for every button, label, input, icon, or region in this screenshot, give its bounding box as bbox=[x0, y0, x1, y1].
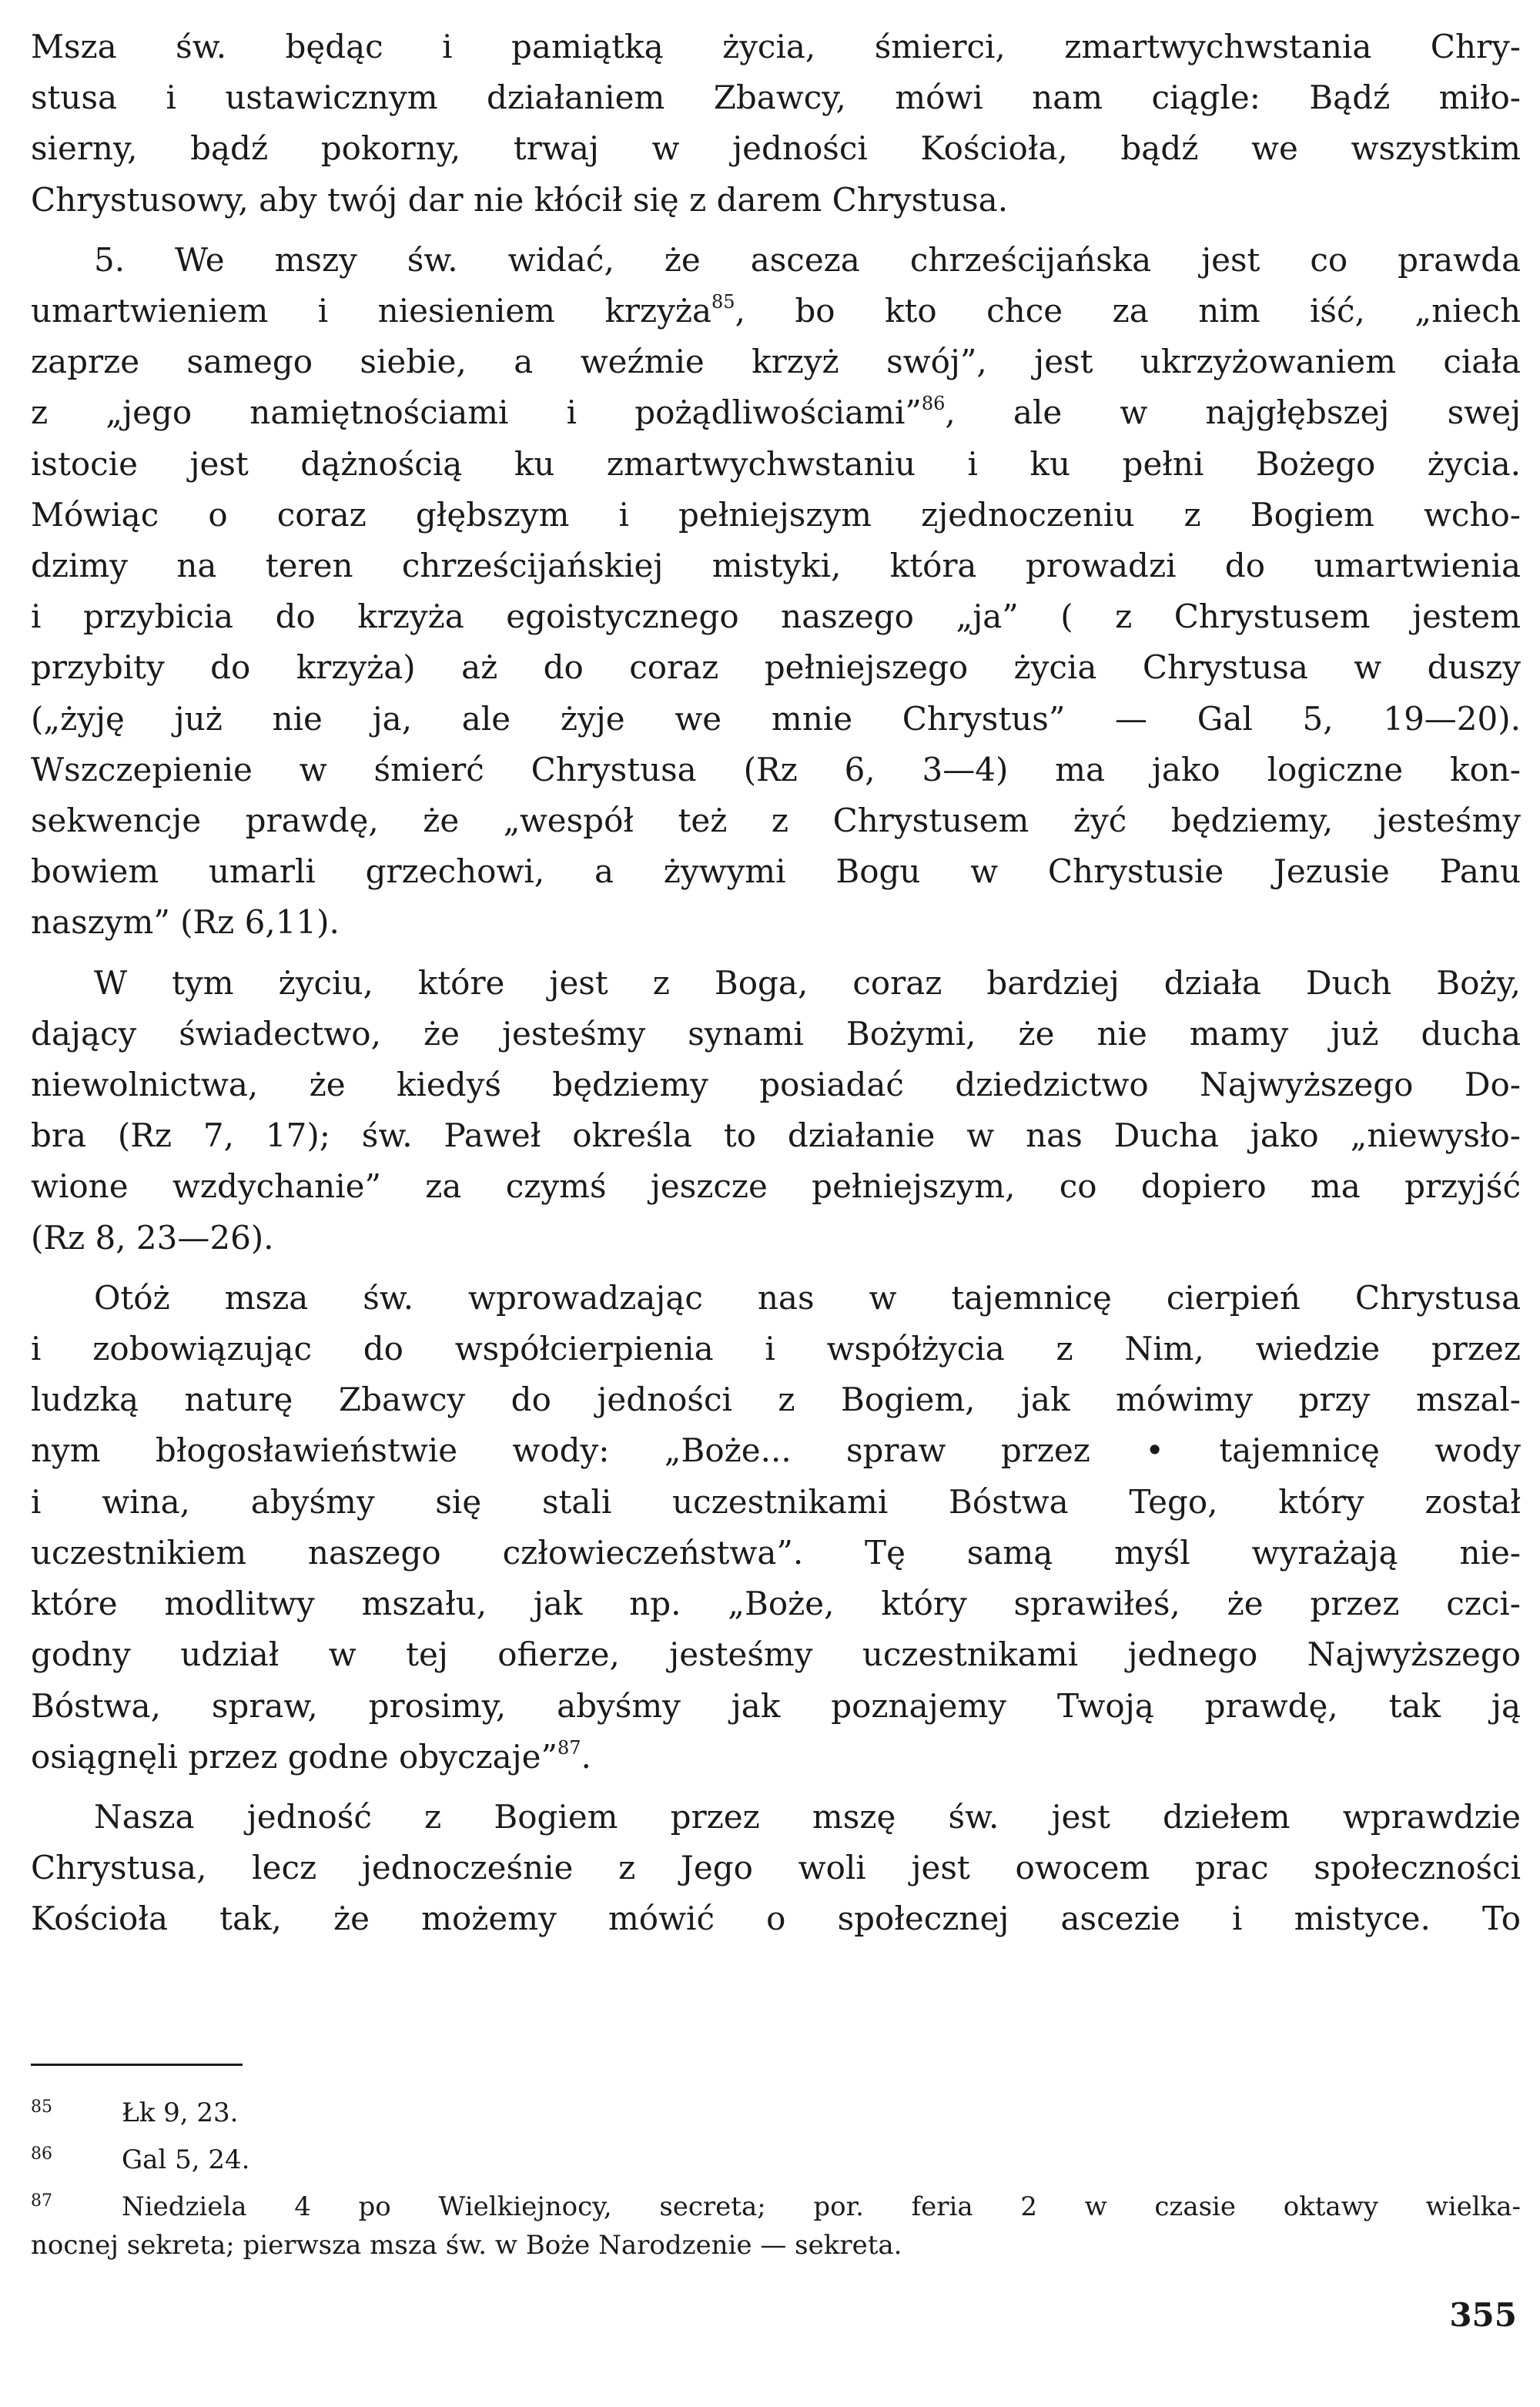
footnote-line bbox=[31, 2226, 1521, 2265]
text-segment: osiągnęli przez godne obyczaje” bbox=[31, 1737, 557, 1776]
text-line: i przybicia do krzyża egoistycznego naszego „ja” ( z Chrystusem jestem bbox=[31, 598, 1521, 636]
footnote-line bbox=[31, 2088, 1521, 2132]
text-line: (Rz 8, 23—26). bbox=[31, 1218, 274, 1257]
page-number: 355 bbox=[1449, 2296, 1517, 2334]
text-line: Kościoła tak, że możemy mówić o społecznej ascezie i mistyce. To bbox=[31, 1900, 1521, 1938]
text-line: Mówiąc o coraz głębszym i pełniejszym zjednoczeniu z Bogiem wcho- bbox=[31, 495, 1521, 534]
paragraph bbox=[31, 22, 1521, 226]
text-line: Nasza jedność z Bogiem przez mszę św. jest dziełem wprawdzie bbox=[94, 1797, 1521, 1836]
text-segment: , ale w najgłębszej swej bbox=[945, 393, 1521, 432]
text-line: naszym” (Rz 6,11). bbox=[31, 903, 340, 942]
text-line: ludzką naturę Zbawcy do jedności z Bogiem, jak mówimy przy mszal- bbox=[31, 1381, 1521, 1419]
footnote bbox=[31, 2088, 1521, 2132]
text-line: Chrystusowy, aby twój dar nie kłócił się z darem Chrystusa. bbox=[31, 180, 1009, 219]
text-line: i zobowiązując do współcierpienia i współżycia z Nim, wiedzie przez bbox=[31, 1330, 1521, 1368]
footnote-reference: 87 bbox=[557, 1736, 581, 1759]
footnote-number: 87 bbox=[31, 2191, 52, 2211]
paragraph bbox=[31, 235, 1521, 949]
footnotes bbox=[31, 2088, 1521, 2268]
paragraph bbox=[31, 958, 1521, 1264]
text-line: („żyję już nie ja, ale żyje we mnie Chrystus” — Gal 5, 19—20). bbox=[31, 699, 1521, 738]
text-line: i wina, abyśmy się stali uczestnikami Bóstwa Tego, który został bbox=[31, 1482, 1521, 1521]
text-segment: umartwieniem i niesieniem krzyża bbox=[31, 292, 712, 330]
text-line: wione wzdychanie” za czymś jeszcze pełniejszym, co dopiero ma przyjść bbox=[31, 1167, 1521, 1206]
text-line: Otóż msza św. wprowadzając nas w tajemnicę cierpień Chrystusa bbox=[94, 1278, 1521, 1317]
text-line: niewolnictwa, że kiedyś będziemy posiadać dziedzictwo Najwyższego Do- bbox=[31, 1066, 1521, 1104]
footnote bbox=[31, 2182, 1521, 2265]
text-line: bra (Rz 7, 17); św. Paweł określa to działanie w nas Ducha jako „niewysło- bbox=[31, 1116, 1521, 1155]
footnote-number: 85 bbox=[31, 2097, 52, 2117]
text-segment: z „jego namiętnościami i pożądliwościami” bbox=[31, 393, 922, 432]
text-line: stusa i ustawicznym działaniem Zbawcy, mówi nam ciągle: Bądź miło- bbox=[31, 79, 1521, 117]
text-line: przybity do krzyża) aż do coraz pełniejszego życia Chrystusa w duszy bbox=[31, 648, 1521, 687]
text-line: dający świadectwo, że jesteśmy synami Bożymi, że nie mamy już ducha bbox=[31, 1014, 1521, 1053]
footnote-number: 86 bbox=[31, 2144, 52, 2164]
paragraph bbox=[31, 1273, 1521, 1783]
text-line: Wszczepienie w śmierć Chrystusa (Rz 6, 3—4) ma jako logiczne kon- bbox=[31, 750, 1521, 788]
text-line: istocie jest dążnością ku zmartwychwstaniu i ku pełni Bożego życia. bbox=[31, 444, 1521, 483]
footnote-text: Gal 5, 24. bbox=[122, 2144, 250, 2175]
footnote-line bbox=[31, 2182, 1521, 2226]
text-line: dzimy na teren chrześcijańskiej mistyki, która prowadzi do umartwienia bbox=[31, 547, 1521, 585]
text-line: nym błogosławieństwie wody: „Boże... spraw przez • tajemnicę wody bbox=[31, 1431, 1521, 1470]
text-segment: . bbox=[581, 1737, 591, 1776]
text-line: Bóstwa, spraw, prosimy, abyśmy jak poznajemy Twoją prawdę, tak ją bbox=[31, 1686, 1521, 1725]
footnote-line bbox=[31, 2135, 1521, 2179]
text-line: 5. We mszy św. widać, że asceza chrześcijańska jest co prawda bbox=[94, 240, 1521, 279]
footnote-separator bbox=[31, 2064, 243, 2066]
text-line: sekwencje prawdę, że „wespół też z Chrystusem żyć będziemy, jesteśmy bbox=[31, 802, 1521, 840]
text-line: W tym życiu, które jest z Boga, coraz bardziej działa Duch Boży, bbox=[94, 963, 1521, 1002]
main-text bbox=[31, 22, 1521, 1945]
text-line: zaprze samego siebie, a weźmie krzyż swój”, jest ukrzyżowaniem ciała bbox=[31, 343, 1521, 381]
footnote-reference: 86 bbox=[921, 393, 946, 415]
text-line: sierny, bądź pokorny, trwaj w jedności Kościoła, bądź we wszystkim bbox=[31, 129, 1521, 168]
text-line: które modlitwy mszału, jak np. „Boże, który sprawiłeś, że przez czci- bbox=[31, 1585, 1521, 1623]
text-line: bowiem umarli grzechowi, a żywymi Bogu w Chrystusie Jezusie Panu bbox=[31, 852, 1521, 891]
footnote bbox=[31, 2135, 1521, 2179]
paragraph bbox=[31, 1792, 1521, 1945]
text-segment: , bo kto chce za nim iść, „niech bbox=[735, 292, 1521, 330]
text-line bbox=[31, 387, 1521, 438]
text-line: uczestnikiem naszego człowieczeństwa”. Tę samą myśl wyrażają nie- bbox=[31, 1533, 1521, 1572]
text-line: Msza św. będąc i pamiątką życia, śmierci, zmartwychwstania Chry- bbox=[31, 28, 1521, 65]
footnote-text: Łk 9, 23. bbox=[122, 2097, 239, 2128]
text-line bbox=[31, 1732, 1521, 1783]
footnote-text: Niedziela 4 po Wielkiejnocy, secreta; por. feria 2 w czasie oktawy wielka- bbox=[122, 2191, 1521, 2222]
footnote-text: nocnej sekreta; pierwsza msza św. w Boże Narodzenie — sekreta. bbox=[31, 2230, 902, 2261]
text-line: godny udział w tej ofierze, jesteśmy uczestnikami jednego Najwyższego bbox=[31, 1635, 1521, 1674]
text-line bbox=[31, 286, 1521, 336]
footnote-reference: 85 bbox=[711, 291, 735, 313]
text-line: Chrystusa, lecz jednocześnie z Jego woli jest owocem prac społeczności bbox=[31, 1849, 1521, 1887]
